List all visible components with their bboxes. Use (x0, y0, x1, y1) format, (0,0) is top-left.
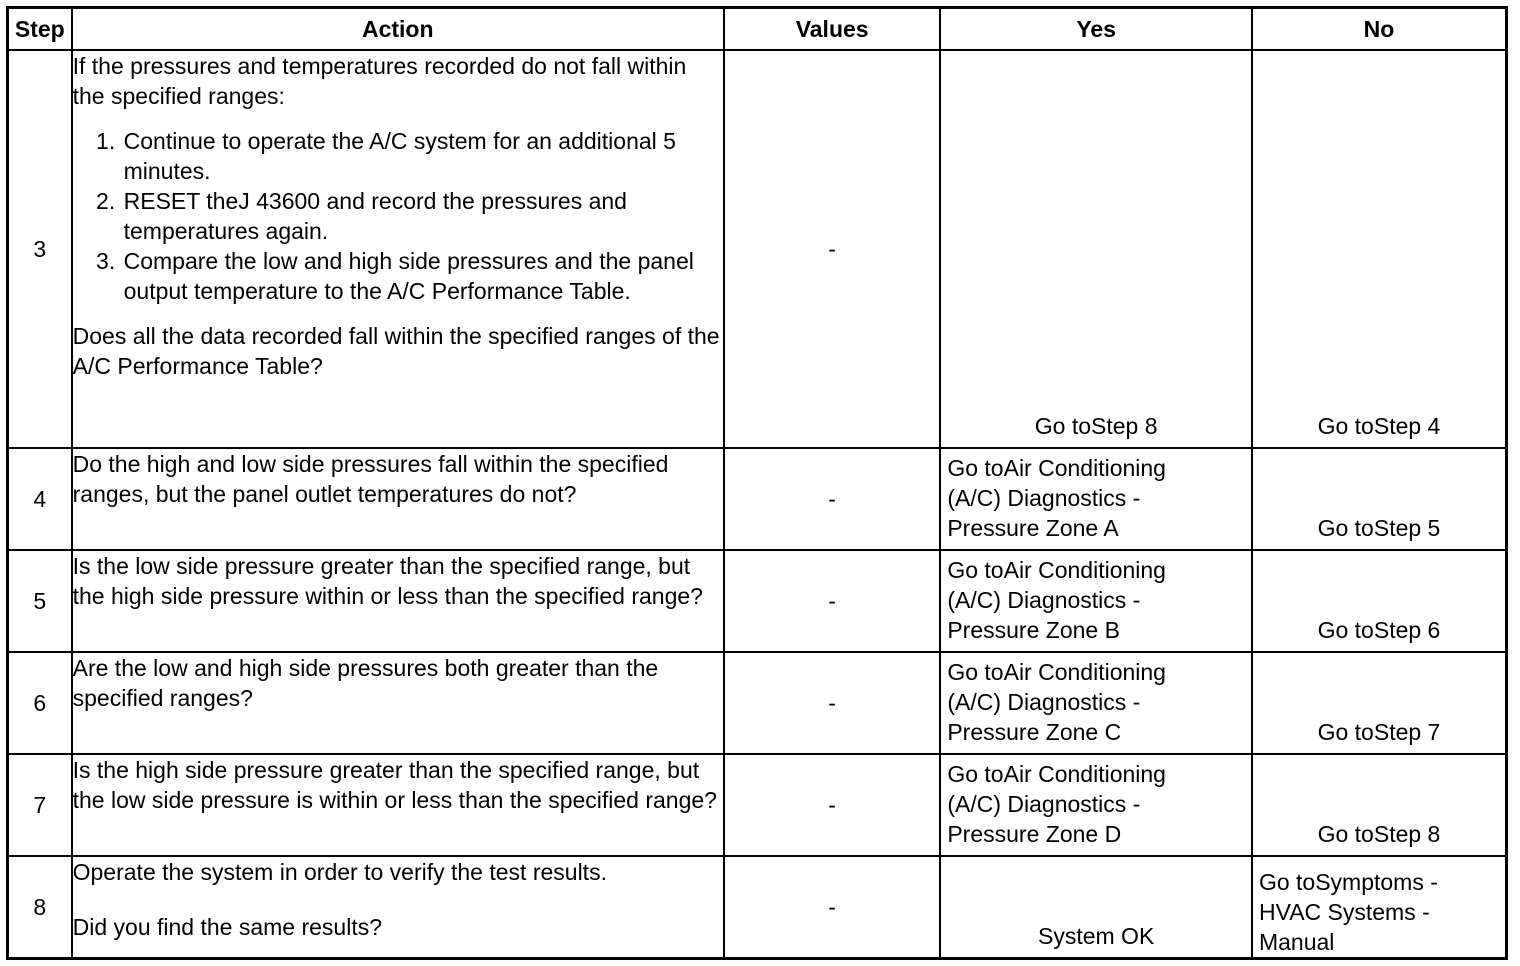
no-cell (1252, 448, 1507, 550)
header-no: No (1252, 8, 1507, 51)
action-question: Did you find the same results? (72, 914, 383, 941)
list-item: 2. RESET theJ 43600 and record the pressures and temperatures again. (122, 186, 723, 246)
action-steps-list (73, 126, 723, 306)
diagnostic-table (6, 6, 1508, 960)
table-row-step-3 (8, 50, 1507, 448)
no-link[interactable]: Go toStep 7 (1317, 719, 1441, 746)
table-row-step-4 (8, 448, 1507, 550)
yes-cell (940, 856, 1252, 958)
list-item: 1. Continue to operate the A/C system for an additional 5 minutes. (122, 126, 723, 186)
yes-cell (940, 448, 1252, 550)
action-cell (72, 652, 724, 754)
action-intro: Operate the system in order to verify the test results. (72, 859, 607, 886)
yes-cell (940, 50, 1252, 448)
no-link[interactable]: Go toStep 6 (1317, 617, 1441, 644)
step-number: 6 (8, 652, 72, 754)
no-cell (1252, 50, 1507, 448)
action-intro: Do the high and low side pressures fall within the specified ranges, but the panel outlet temperatures do not? (72, 451, 669, 508)
yes-link[interactable]: Go toAir Conditioning (A/C) Diagnostics - Pressure Zone D (947, 761, 1166, 848)
values-cell: - (724, 856, 940, 958)
step-number: 4 (8, 448, 72, 550)
header-yes: Yes (940, 8, 1252, 51)
action-cell (72, 448, 724, 550)
table-row-step-5 (8, 550, 1507, 652)
step-number: 7 (8, 754, 72, 856)
no-link[interactable]: Go toStep 5 (1317, 515, 1441, 542)
step-number: 5 (8, 550, 72, 652)
step-number: 3 (8, 50, 72, 448)
list-item: 3. Compare the low and high side pressures and the panel output temperature to the A/C Performance Table. (122, 246, 723, 306)
values-cell: - (724, 50, 940, 448)
yes-cell (940, 550, 1252, 652)
table-row-step-7 (8, 754, 1507, 856)
yes-link[interactable]: Go toStep 8 (1034, 413, 1158, 440)
no-cell (1252, 652, 1507, 754)
values-cell: - (724, 652, 940, 754)
action-intro: Are the low and high side pressures both greater than the specified ranges? (72, 655, 659, 712)
header-row (8, 8, 1507, 51)
no-cell (1252, 754, 1507, 856)
no-link[interactable]: Go toStep 4 (1317, 413, 1441, 440)
header-step: Step (8, 8, 72, 51)
values-cell: - (724, 754, 940, 856)
header-values: Values (724, 8, 940, 51)
action-question: Does all the data recorded fall within the specified ranges of the A/C Performance Table? (72, 323, 720, 379)
action-cell (72, 754, 724, 856)
header-action: Action (72, 8, 724, 51)
no-link[interactable]: Go toStep 8 (1317, 821, 1441, 848)
action-intro: Is the high side pressure greater than the specified range, but the low side pressure is within or less than the specified range? (72, 757, 717, 814)
action-cell (72, 50, 724, 448)
values-cell: - (724, 550, 940, 652)
action-intro: If the pressures and temperatures recorded do not fall within the specified ranges: (72, 53, 687, 109)
table-row-step-6 (8, 652, 1507, 754)
action-cell (72, 856, 724, 958)
yes-link[interactable]: Go toAir Conditioning (A/C) Diagnostics - Pressure Zone A (947, 455, 1166, 542)
no-link[interactable]: Go toSymptoms - HVAC Systems - Manual (1258, 869, 1438, 955)
yes-cell (940, 652, 1252, 754)
table-row-step-8 (8, 856, 1507, 958)
values-cell: - (724, 448, 940, 550)
action-cell (72, 550, 724, 652)
no-cell (1252, 856, 1507, 958)
yes-link[interactable]: Go toAir Conditioning (A/C) Diagnostics - Pressure Zone B (947, 557, 1166, 644)
step-number: 8 (8, 856, 72, 958)
yes-link[interactable]: Go toAir Conditioning (A/C) Diagnostics - Pressure Zone C (947, 659, 1166, 746)
action-intro: Is the low side pressure greater than the specified range, but the high side pressure within or less than the specified range? (72, 553, 703, 610)
yes-cell (940, 754, 1252, 856)
no-cell (1252, 550, 1507, 652)
yes-link[interactable]: System OK (1037, 923, 1155, 949)
